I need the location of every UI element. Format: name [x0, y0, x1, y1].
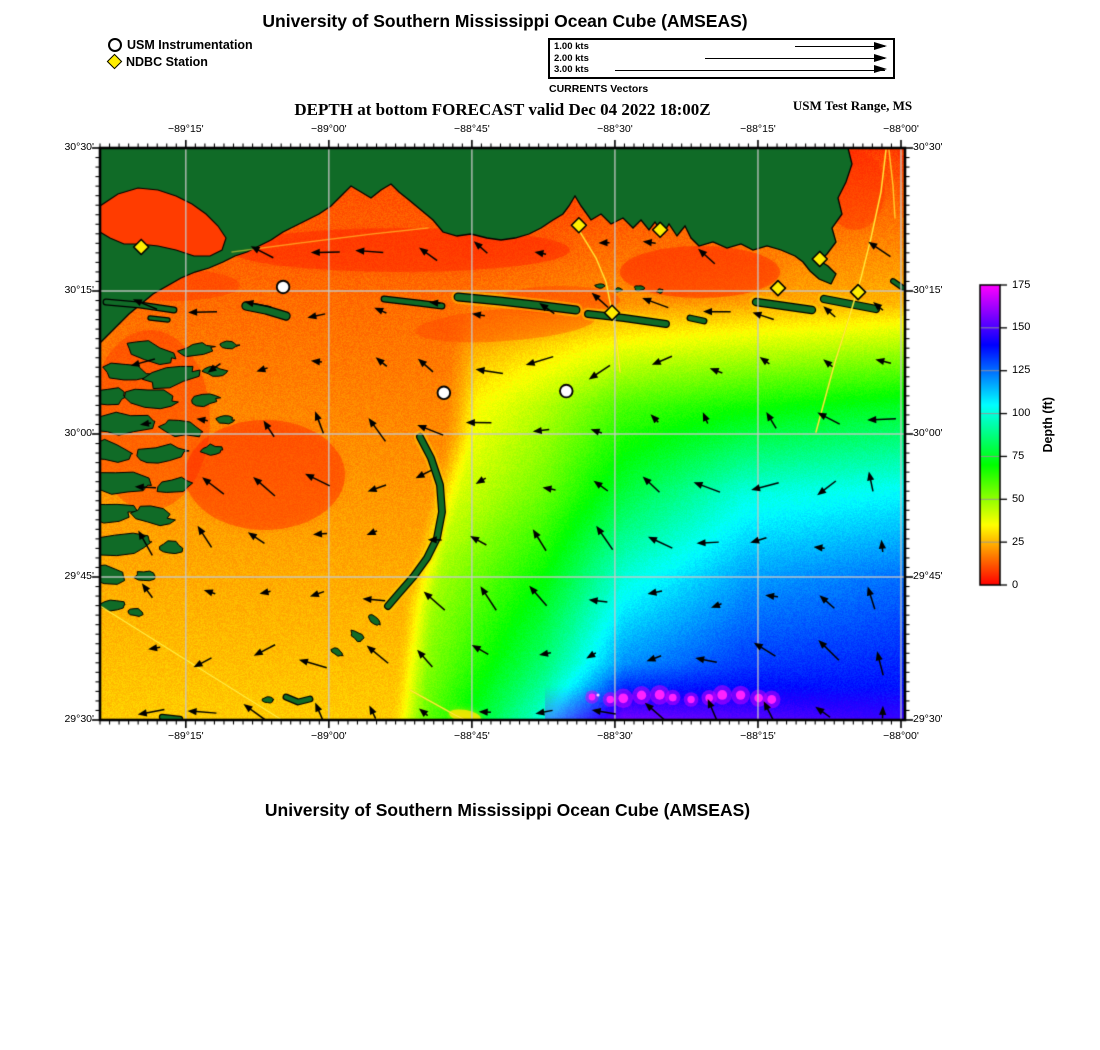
speed-label: 3.00 kts — [554, 64, 589, 76]
lat-tick-label: 29°30' — [913, 713, 943, 725]
cbar-tick-label: 50 — [1012, 492, 1025, 505]
vector-scale-row — [554, 64, 885, 76]
legend-item-usm — [108, 36, 253, 53]
cbar-tick-label: 25 — [1012, 535, 1025, 548]
colorbar-axis-label: Depth (ft) — [1041, 397, 1055, 453]
legend-label-ndbc: NDBC Station — [126, 54, 208, 69]
scale-arrow-icon — [795, 46, 885, 47]
lat-tick-label: 29°45' — [64, 570, 94, 582]
lon-tick-label: −88°45' — [454, 730, 490, 742]
lon-tick-label: −88°30' — [597, 123, 633, 135]
lon-tick-label: −88°00' — [883, 730, 919, 742]
forecast-subtitle: DEPTH at bottom FORECAST valid Dec 04 2022 18:00Z — [294, 100, 711, 119]
lat-tick-label: 29°30' — [64, 713, 94, 725]
lon-tick-label: −88°15' — [740, 123, 776, 135]
currents-caption: CURRENTS Vectors — [549, 83, 649, 95]
lon-tick-label: −88°15' — [740, 730, 776, 742]
lon-tick-label: −88°00' — [883, 123, 919, 135]
cbar-tick-label: 175 — [1012, 278, 1031, 291]
speed-label: 1.00 kts — [554, 40, 589, 52]
scale-arrow-icon — [615, 70, 885, 71]
marker-legend — [108, 36, 253, 70]
ndbc-diamond-icon — [107, 54, 123, 70]
legend-label-usm: USM Instrumentation — [127, 37, 253, 52]
lon-tick-label: −89°15' — [167, 123, 204, 135]
lat-tick-label: 30°00' — [64, 427, 94, 439]
currents-vector-scale-box — [548, 38, 895, 79]
lon-tick-label: −88°30' — [597, 730, 633, 742]
vector-scale-row — [554, 53, 885, 65]
lon-tick-label: −88°45' — [454, 123, 490, 135]
cbar-tick-label: 150 — [1012, 321, 1031, 334]
lat-tick-label: 30°00' — [913, 427, 943, 439]
region-label: USM Test Range, MS — [792, 98, 913, 113]
page-title: University of Southern Mississippi Ocean Cube (AMSEAS) — [262, 11, 748, 31]
lat-tick-label: 29°45' — [913, 570, 943, 582]
legend-item-ndbc — [108, 53, 253, 70]
lat-tick-label: 30°30' — [64, 141, 94, 153]
scale-arrow-icon — [705, 58, 885, 59]
lon-tick-label: −89°00' — [310, 730, 347, 742]
speed-label: 2.00 kts — [554, 52, 589, 64]
usm-circle-icon — [108, 38, 122, 52]
footer-title: University of Southern Mississippi Ocean Cube (AMSEAS) — [264, 800, 751, 820]
cbar-tick-label: 100 — [1012, 407, 1031, 420]
lat-tick-label: 30°15' — [913, 284, 943, 296]
lat-tick-label: 30°15' — [64, 284, 94, 296]
lon-tick-label: −89°15' — [167, 730, 204, 742]
lon-tick-label: −89°00' — [310, 123, 347, 135]
cbar-tick-label: 125 — [1012, 364, 1031, 377]
cbar-tick-label: 75 — [1012, 449, 1025, 462]
lat-tick-label: 30°30' — [913, 141, 943, 153]
vector-scale-row — [554, 41, 885, 53]
cbar-tick-label: 0 — [1012, 578, 1019, 591]
